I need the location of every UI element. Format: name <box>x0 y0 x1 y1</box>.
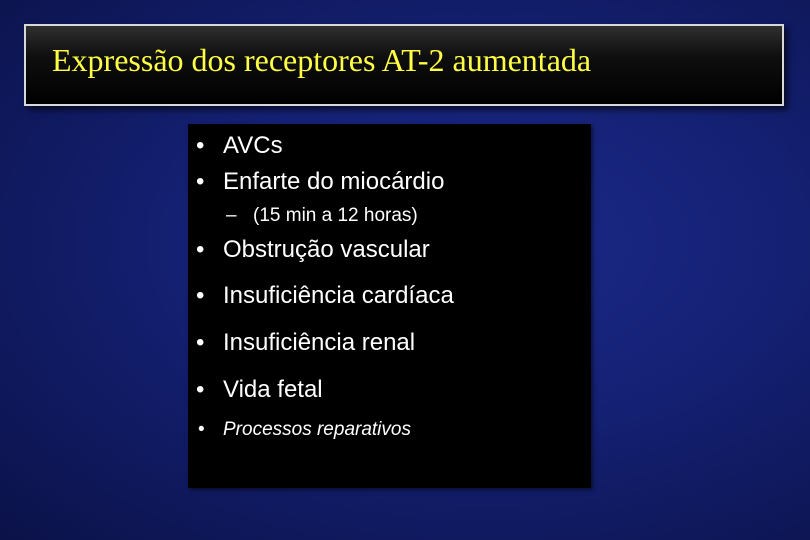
bullet-icon: • <box>196 236 205 263</box>
list-item-processos <box>198 418 411 442</box>
bullet-icon: • <box>196 282 205 309</box>
list-item-insuf-renal <box>196 329 415 357</box>
list-item-label: Processos reparativos <box>223 419 411 440</box>
slide-title: Expressão dos receptores AT-2 aumentada <box>52 42 592 78</box>
dash-icon: – <box>226 205 237 226</box>
sub-item-label: (15 min a 12 horas) <box>253 205 418 226</box>
list-item-enfarte <box>196 168 444 196</box>
content-box <box>188 124 591 488</box>
list-item-label: Insuficiência cardíaca <box>223 282 454 309</box>
list-item-avcs <box>196 132 283 160</box>
list-item-label: AVCs <box>223 132 283 159</box>
bullet-icon: • <box>196 132 205 159</box>
bullet-icon: • <box>196 329 205 356</box>
bullet-icon: • <box>198 419 205 440</box>
sub-item-duration <box>226 204 418 228</box>
list-item-label: Enfarte do miocárdio <box>223 168 445 195</box>
list-item-obstrucao <box>196 236 430 264</box>
bullet-icon: • <box>196 376 205 403</box>
list-item-label: Obstrução vascular <box>223 236 430 263</box>
list-item-label: Insuficiência renal <box>223 329 416 356</box>
list-item-vida-fetal <box>196 376 323 404</box>
title-box <box>24 24 784 106</box>
list-item-insuf-cardiaca <box>196 282 454 310</box>
list-item-label: Vida fetal <box>223 376 323 403</box>
bullet-icon: • <box>196 168 205 195</box>
